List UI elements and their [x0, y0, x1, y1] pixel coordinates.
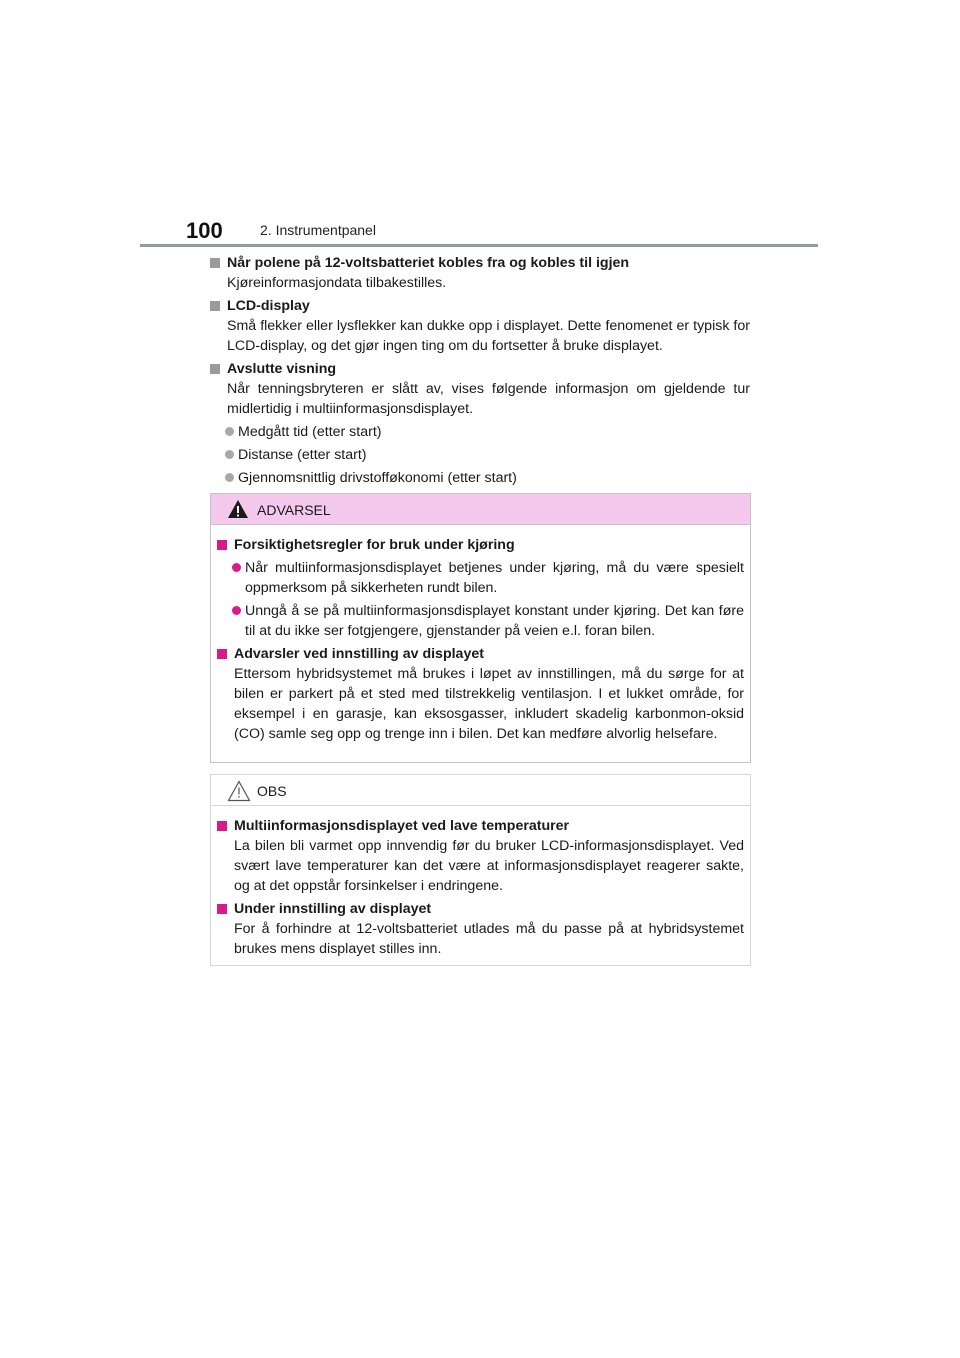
square-bullet-icon: [217, 540, 227, 550]
round-bullet-icon: [232, 606, 241, 615]
notice-label: OBS: [257, 783, 287, 799]
page-number: 100: [186, 218, 223, 243]
list-item: Gjennomsnittlig drivstofføkonomi (etter start): [210, 468, 750, 488]
section-heading: LCD-display: [210, 296, 750, 316]
caution-triangle-outline-icon: [227, 780, 251, 802]
warning-text: Ettersom hybridsystemet må brukes i løpet av innstillingen, må du sørge for at bilen er parkert på et sted med tilstrekkelig ventilasjon. I et lukket område, for eksempel i en garasje, kan eksosgasser, inkludert skadelig karbonmon-oksid (CO) samle seg opp og trenge inn i bilen. Det kan medføre alvorlig helsefare.: [234, 666, 744, 742]
header-rule: [140, 244, 818, 247]
warning-box-header: [211, 494, 750, 525]
notice-text: For å forhindre at 12-voltsbatteriet utlades må du passe på at hybridsystemet brukes mens displayet stilles inn.: [234, 921, 744, 957]
square-bullet-icon: [210, 301, 220, 311]
section-text: Kjøreinformasjondata tilbakestilles.: [227, 275, 447, 291]
notice-text: La bilen bli varmet opp innvendig før du bruker LCD-informasjonsdisplayet. Ved svært lave temperaturer kan det være at informasjonsdisplayet reagerer sakte, og at det oppstår forsinkelser i endringene.: [234, 838, 744, 894]
chapter-title: 2. Instrumentpanel: [260, 222, 376, 238]
notice-box-header: [211, 775, 750, 806]
section-heading: Når polene på 12-voltsbatteriet kobles fra og kobles til igjen: [210, 253, 750, 273]
warning-list-item: Unngå å se på multiinformasjonsdisplayet konstant under kjøring. Det kan føre til at du ikke ser fotgjengere, gjenstander på veien e.l. foran bilen.: [217, 601, 744, 641]
list-item: Medgått tid (etter start): [210, 422, 750, 442]
notice-box-body: [211, 806, 750, 969]
warning-heading: Advarsler ved innstilling av displayet: [217, 644, 744, 664]
square-bullet-icon: [210, 258, 220, 268]
square-bullet-icon: [217, 904, 227, 914]
notice-heading: Under innstilling av displayet: [217, 899, 744, 919]
notice-box: [210, 774, 751, 966]
warning-label: ADVARSEL: [257, 502, 331, 518]
list-item: Distanse (etter start): [210, 445, 750, 465]
section-text: Når tenningsbryteren er slått av, vises følgende informasjon om gjeldende tur midlertidig i multiinformasjonsdisplayet.: [227, 381, 750, 417]
section-heading: Avslutte visning: [210, 359, 750, 379]
round-bullet-icon: [225, 427, 234, 436]
warning-triangle-icon: [227, 499, 249, 519]
warning-list-item: Når multiinformasjonsdisplayet betjenes under kjøring, må du være spesielt oppmerksom på sikkerheten rundt bilen.: [217, 558, 744, 598]
round-bullet-icon: [232, 563, 241, 572]
warning-heading: Forsiktighetsregler for bruk under kjøring: [217, 535, 744, 555]
warning-box-body: [211, 525, 750, 754]
section-text: Små flekker eller lysflekker kan dukke opp i displayet. Dette fenomenet er typisk for LCD-display, og det gjør ingen ting om du fortsetter å bruke displayet.: [227, 318, 750, 354]
square-bullet-icon: [210, 364, 220, 374]
round-bullet-icon: [225, 473, 234, 482]
warning-box: [210, 493, 751, 763]
main-content: [210, 253, 750, 488]
square-bullet-icon: [217, 649, 227, 659]
square-bullet-icon: [217, 821, 227, 831]
round-bullet-icon: [225, 450, 234, 459]
notice-heading: Multiinformasjonsdisplayet ved lave temperaturer: [217, 816, 744, 836]
